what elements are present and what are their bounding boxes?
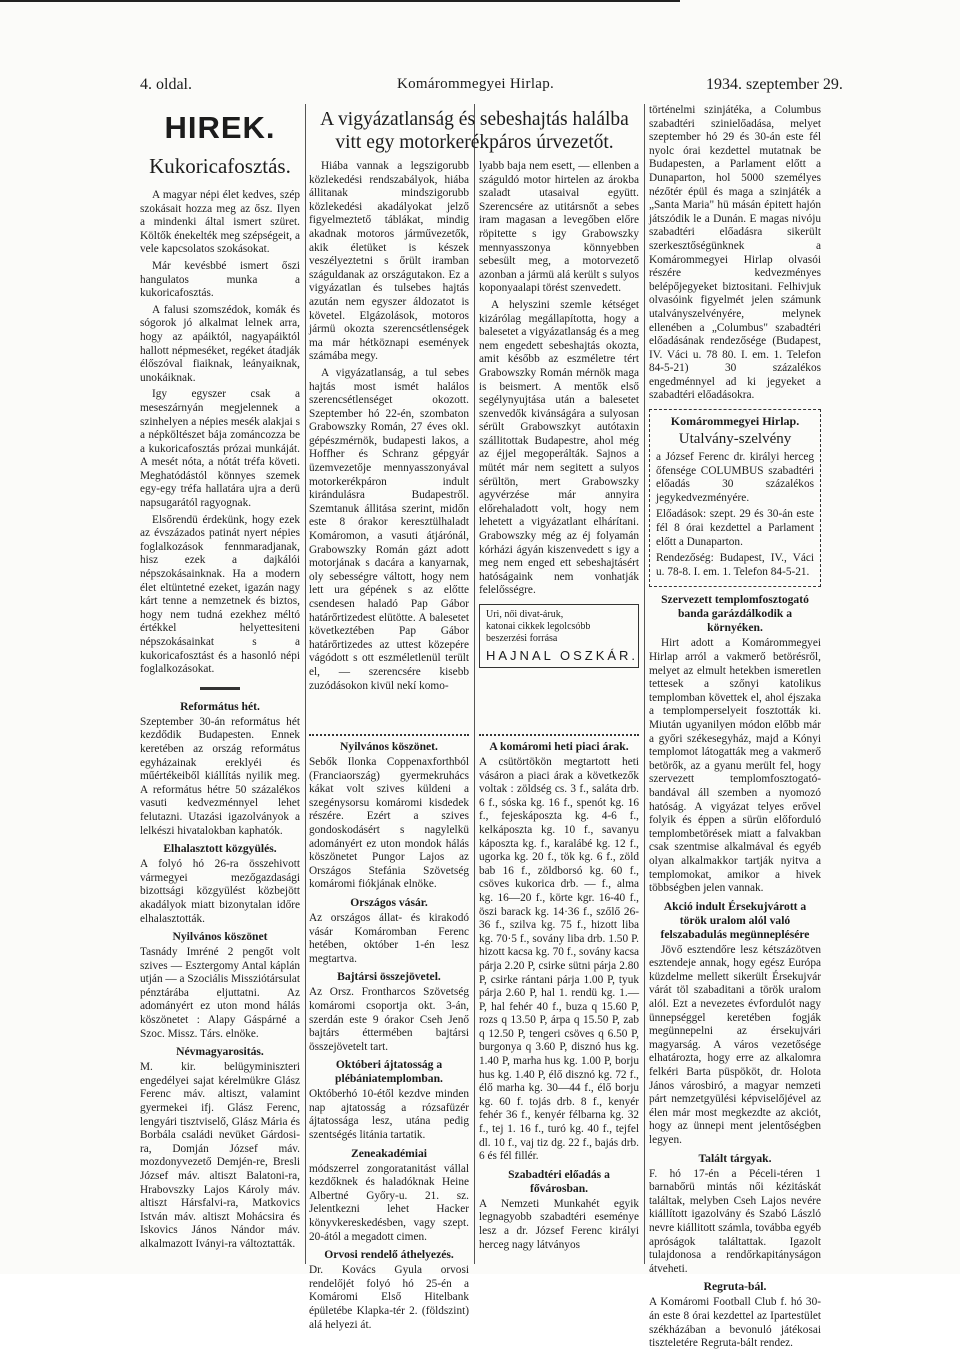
coupon-paper-name: Komárommegyei Hirlap. bbox=[670, 414, 800, 429]
news-text: A folyó hó 26-ra összehivott vármegyei mezőgazdasági bizottsági közgyülést közbejött akadályok miatt bizonytalan időre elhalasztották. bbox=[140, 858, 300, 925]
news-text: A Komáromi Football Club f. hó 30-án este 8 órai kezdettel az Ipartestület székházában a bevonuló játékosai tiszteletére Regruta-bált rendez. bbox=[649, 1296, 821, 1350]
column-2-lower bbox=[309, 730, 469, 1331]
page-number-label: 4. oldal. bbox=[140, 76, 192, 93]
coupon-title: Utalvány-szelvény bbox=[678, 431, 792, 448]
news-text: Jövő esztendőre lesz kétszázötven esztendeje annak, hogy egész Európa küzdelme mellett sikerült Érsekujvár várát töl szabaditani a török uralom alól. Ezt a nevezetes évfordulót nagy ünnepséggel keretében fogják megünnepelni az érsekujvári magyarság. A város vezetősége elhatározta, hogy erre az alkalomra felkéri Barta püspököt, dr. Holota János városbiró, a magyar nemzeti párt nemzetgyülési képviselőjével az élen már most megkezdte az akciót, hogy az ünnepi ment jelentőségben legyen. bbox=[649, 943, 821, 1146]
news-title: Országos vásár. bbox=[350, 895, 428, 909]
news-text: A csütörtökön megtartott heti vásáron a piaci árak a következők voltak : zöldség cs. 3 f., saláta drb. 6 f., sóska kg. 16 f., spenót kg. 16 f., fejeskáposzta kg. 4-6 f., kelkáposzta kg. 10 f., savanyu káposzta kg. f., karalábé kg. 12 f., ugorka kg. 20 f., tök kg. 6 f., zöld bab 16 f., zöldborsó kg. 60 f., csöves kukorica drb. — f., alma kg. 16—20 f., körte kgr. 16-40 f., öszi barack kg. 14·36 f., szőlő 26-36 f., szilva kg. 75 f., hizott liba kg. 70·5 f., sovány liba drb. 1.50 P. hizott kacsa kg. 70 f., sovány kacsa párja 2.20 P, csirke sütni párja 2.80 P, csirke rántani párja 1.00 P, tyuk párja 2.60 P, hal 1. rendü kg. 1.— P, hal fehér 40 f., buza q 15.60 P, rozs q 13.50 P, árpa q 15.50 P, zab q 12.50 P, tengeri csöves q 6.50 P, burgonya q 3.60 P, disznó hus kg. 1.40 P, marha hus kg. 1.00 P, borju hus kg. 1.40 P, élő disznó kg. 72 f., élő marha kg. 30—44 f., élő borju kg. 60 f. tojás drb. 8 f., kenyér fehér 36 f., kenyér félbarna kg. 32 f., tej 1. 16 f., turó kg. 40 f., tejfel dl. 10 f., vaj tiz dg. 22 f., bajás drb. 6 és fél fillér. bbox=[479, 756, 639, 1163]
ad-line: Uri, női divat-áruk, bbox=[486, 609, 564, 620]
news-title: Akció indult Érsekujvárott a török uralom alól való felszabadulás megünneplésére bbox=[660, 899, 810, 941]
article-paragraph: Már kevésbbé ismert őszi hangulatos munka a kukoricafosztás. bbox=[140, 259, 300, 300]
article-paragraph: Hiába vannak a legszigorubb közlekedési rendszabályok, hiába állitanak mindszigorubb közlekedési akadályokat jelző figyelmeztető táblákat, mindig akadnak motoros járművezetők, akik életüket is készek veszélyeztetni s őrült iramban száguldanak az országutakon. Ez a vigyázatlan és tulsebes hajtás azután nem egyszer áldozatot is követel. Elgázolások, motoros jármü okozta szerencsétlenségek ma már hétköznapi események számába megy. bbox=[309, 160, 469, 363]
ad-name: HAJNAL OSZKÁR. bbox=[486, 648, 639, 663]
news-text: Az Orsz. Frontharcos Szövetség komáromi csoportja okt. 3-án, szerdán este 9 órakor Cseh Jenő bajtárs éttermében bajtársi összejövetelt tart. bbox=[309, 986, 469, 1053]
article-paragraph: A vigyázatlanság, a tul sebes hajtás most ismét halálos szerencsétlenséget okozott. Szeptember hó 22-én, szombaton Grabowszky Román, 27 éves okl. gépészmérnök, budapesti lakos, a Hoffher és Schranz gépgyár üzemvezetője mennyasszonyával motorkerékpáron indult kirándulásra Budapestről. Szemtanuk állitása szerint, midőn este 8 órakor keresztülhaladt Komáromon, a vasuti átjárónál, Grabowszky Román gázt adott motorjának s dacára a kanyarnak, oly sebességre váltott, hogy nem lett ura gépének s az előtte csendesen haladó Pap Gábor határőrtizedest elütötte. A balesetet következtében Pap Gábor határőrtizedes az uttest közepére vágódott s ott eszméletlenül terült el, — szerencsére kisebb zuzódásokon kivül nekí komo- bbox=[309, 366, 469, 692]
article-paragraph: Elsőrendü érdekünk, hogy ezek az évszázados patinát nyert népies foglalkozások fennmaradjanak, hisz ezek a dajkálói népszokásainknak. Ha a modern élet eltüntetné ezeket, igazán nagy kárt tenne a nemzetnek és biztos, hogy nem tudná ezekhez méltó értékkel helyettesiteni népszokásainkat s a kukoricafosztást és a hasonló népi foglalkozásokat. bbox=[140, 513, 300, 676]
news-text: F. hó 17-én a Péceli-téren 1 barnabőrü mintás női kézitáskát találtak, melyben Cseh Lajos nevére kiállított igazolvány és Szabó László nevre kiállitott számla, továbba egyéb apróságok találtattak. Igazolt tulajdonosa a rendőrkapitányságon átveheti. bbox=[649, 1167, 821, 1275]
news-text: A Nemzeti Munkahét egyik legnagyobb szabadtéri eseménye lesz a dr. József Ferenc királyi herceg nagy látványos bbox=[479, 1197, 639, 1251]
advertisement-box bbox=[479, 604, 639, 668]
coupon-text: Rendezőség: Budapest, IV., Váci u. 78-8. I. em. 1. Telefon 84-5-21. bbox=[656, 552, 814, 578]
news-text: Októberhó 10-étől kezdve minden nap ajtatosság a rózsafüzér ájtatossága lesz, utána pedig szentségés litánia tartatik. bbox=[309, 1088, 469, 1142]
news-text: Szeptember 30-án református hét kezdődik Budapesten. Ennek keretében az ország református egyházainak ereklyéi és műértékeiből kiállítás nyilik meg. A református hétre 50 százalékos vasuti kedvezménnyel lehet felutazni. Utazási igazolványok a lelkészi hivatalokban kaphatók. bbox=[140, 715, 300, 837]
wavy-divider bbox=[309, 734, 469, 736]
header-rule bbox=[0, 0, 680, 2]
article-headline: Kukoricafosztás. bbox=[149, 154, 291, 178]
article-paragraph: Igy egyszer csak a meseszárnyán megjelennek a szinhelyen a népies mesék alakjai s a népköltészet bája zománcozza be a kukoricafosztás prózai munkáját. A mesét nóta, a nótát tréfa követi. Meghatódástól könnyes szemek egy-egy tréfa hallatára ujra a derü napsugarától ragyognak. bbox=[140, 388, 300, 510]
news-title: Szabadtéri előadás a fővárosban. bbox=[508, 1167, 610, 1195]
news-title: Nyilvános köszönet bbox=[172, 930, 268, 944]
section-title-hirek: HIREK. bbox=[164, 110, 276, 145]
coupon-text: Előadások: szept. 29 és 30-án este fél 8 órai kezdettel a Parlament előtt a Dunaparton. bbox=[656, 508, 814, 548]
column-rule bbox=[305, 104, 306, 1264]
column-3-lower bbox=[479, 730, 639, 1270]
article-paragraph: történelmi szinjátéka, a Columbus szabadtéri szinielőadása, melyet szeptember hó 29 és 30-án este fél nyolc órai kezdettel mutatnak be Budapesten, a Parlament előtt a Dunaparton, hol 5000 személyes nézőtér épül és maga a szinjáték a „Santa Maria" hü másán épitett hajón játszódik le a Dunán. E magas nivóju szabadtéri előadásra sikerült szerkesztőségünknek a Komárommegyei Hirlap olvasói részére kedvezményes belépőjegyeket biztositani. Felhivjuk olvasóink figyelmét jelen számunk utalványszelvényére, melynek ellenében a „Columbus" szabadtéri előadásának rendezősége (Budapest, IV. Váci u. 78 80. I. em. 1. Telefon 84-5-21) 30 százalékos engedménnyel ad ki jegyeket a szabadtéri előadásokra. bbox=[649, 104, 821, 402]
column-1 bbox=[140, 104, 300, 1270]
news-title: Névmagyarositás. bbox=[176, 1045, 264, 1059]
news-title: Zeneakadémiai bbox=[350, 1146, 427, 1160]
article-headline: A vigyázatlanság és sebeshajtás halálba vitt egy motorkerékpáros úrvezetőt. bbox=[320, 109, 629, 153]
news-text: Dr. Kovács Gyula orvosi rendelőjét folyó hó 25-én a Komáromi Első Hitelbank épületébe Klapka-tér 2. (földszint) alá helyezi át. bbox=[309, 1264, 469, 1331]
news-text: Hirt adott a Komárommegyei Hirlap arról a vakmerő betörésről, melyet az elmult hetekben ismeretlen tettesek a szőnyi katolikus templomban követtek el, ahol éjszaka a templomperselyeit fosztották ki. Miután ugyanilyen módon előbb már a győri székesegyház, majd a Kónyi templomot látogatták meg a vakmerő betörők, az a gyanu merült fel, hogy szervezett templomfosztogató-bandával áll szemben a nyomozó hatóság. A vigyázat telyes erővel folyik és éppen a sürün előforduló templombetörések miatt a falvakban csak szentmise alkalmával és egyéb olyan alkalmakkor tartják nyitva a templomokat, amikor a hivek többségben jelen vannak. bbox=[649, 637, 821, 895]
coupon-box bbox=[649, 409, 821, 587]
news-text: M. kir. belügyminiszteri engedélyei sajat kérelmükre Glász Ferenc máv. altiszt, valamint gyermekei ifj. Glász Ferenc, lengyári tisztviselő, Glász Mária és Borbála családi nevüket Gárdosi-ra, Domján József máv. mozdonyvezető Demjén-re, Bresli József máv. altiszt Balatoni-ra, Hrabovszky Lajos Károly máv. altiszt Hársfalvi-ra, Matkovics István máv. altiszt Mohácsira és Iskovics János Nándor máv. alkalmazott Iványi-ra változtatták. bbox=[140, 1061, 300, 1250]
news-title: Orvosi rendelő áthelyezés. bbox=[324, 1248, 454, 1262]
news-title: Elhalasztott közgyülés. bbox=[163, 842, 277, 856]
wavy-divider bbox=[479, 734, 639, 736]
news-title: Nyilvános köszönet. bbox=[340, 740, 438, 753]
article-paragraph: lyabb baja nem esett, — ellenben a száguldó motor hirtelen az árokba szaladt utasaival együtt. Szerencsére az utitársnőt a sebes iram magasan a levegőben előre röpitette s igy Grabowszky mennyasszonya könnyebben sebesült meg, a motorvezető azonban a jármü alá került s sulyos koponyaalapi törést szenvedett. bbox=[479, 160, 639, 295]
coupon-text: a József Ferenc dr. királyi herceg őfensége COLUMBUS szabadtéri előadás 30 százalékos jegykedvezményére. bbox=[656, 451, 814, 504]
news-title: Szervezett templomfosztogató banda garázdálkodik a környéken. bbox=[661, 593, 809, 635]
news-title: Regruta-bál. bbox=[703, 1280, 767, 1294]
article-paragraph: A magyar népi élet kedves, szép szokásait hozza meg az ősz. Ilyen a mindenki által ismert szüret. Költők énekelték meg szépségeit, a vele kapcsolatos szokásokat. bbox=[140, 189, 300, 256]
column-rule bbox=[644, 104, 645, 1264]
ad-line: katonai cikkek legolcsóbb bbox=[486, 621, 591, 632]
news-text: Az országos állat- és kirakodó vásár Komáromban Ferenc hetében, október 1-én lesz megtartva. bbox=[309, 911, 469, 965]
news-title: Református hét. bbox=[180, 699, 260, 713]
column-4 bbox=[649, 104, 821, 1350]
article-paragraph: A helyszini szemle kétséget kizárólag megállapította, hogy a balesetet a vigyázatlanság és a meg nem engedett sebeshajtás okozta, amit később az eszméletre tért Grabowszky Román mérnök maga is beismert. A mentők első segélynyujtása után a balesetet szenvedők kivánságára a sulyosan sérült Grabowszkyt autótaxin szállitottak Budapestre, ahol még az éjjel megoperálták. Sajnos a mütét már nem segitett a sulyos sérültön, mert Grabowszky agyvérzése már annyira előrehaladott volt, hogy nem lehetett a vigyázatlant elhárítani. Grabowszky még az éj folyamán kórházi ágyán kiszenvedett s igy a meg nem enged ett sebeshajtásért hatóságaink nem vonhatják felelősségre. bbox=[479, 298, 639, 597]
article-paragraph: A falusi szomszédok, komák és sógorok jó alkalmat lelnek arra, hogy az apáiktól, nagyapáiktól hallott népmeséket, regéket átadják élőszóval fiaiknak, leányaiknak, unokáiknak. bbox=[140, 303, 300, 384]
news-title: Bajtársi összejövetel. bbox=[337, 970, 441, 984]
news-text: Tasnády Imréné 2 pengőt volt szives — Esztergomy Antal káplán utján — a Szociális Missziótársulat pénztárába eljuttatni. Az adományért ez uton mond hálás köszönetet : Alapy Gáspárné a Szoc. Missz. Társ. elnöke. bbox=[140, 946, 301, 1040]
news-title: Októberi ájtatosság a plébániatemplomban. bbox=[335, 1058, 443, 1086]
news-text: módszerrel zongoratanitást vállal kezdőknek és haladóknak Heine Albertné Győry-u. 21. sz. Jelentkezni lehet Hacker könyvkereskedésben, vagy szept. 20-ától a megadott cimen. bbox=[309, 1162, 469, 1243]
issue-date: 1934. szeptember 29. bbox=[706, 76, 843, 93]
paper-name-header: Komárommegyei Hirlap. bbox=[397, 76, 555, 92]
ad-line: beszerzési forrása bbox=[486, 633, 558, 644]
news-title: Talált tárgyak. bbox=[698, 1151, 772, 1165]
section-divider bbox=[200, 687, 240, 690]
news-text: Sebők Ilonka Coppenaxforthból (Franciaország) gyermekruhács kákat volt szives küldeni a szegénysorsu komáromi kisdedek részére. Ezért a szives gondoskodásért s nagylelkü adományért ez uton mondok hálás köszönetet Pungor Lajos az Országos Stefánia Szövetség komáromi fiókjának elnöke. bbox=[309, 756, 469, 891]
news-title: A komáromi heti piaci árak. bbox=[489, 740, 629, 753]
